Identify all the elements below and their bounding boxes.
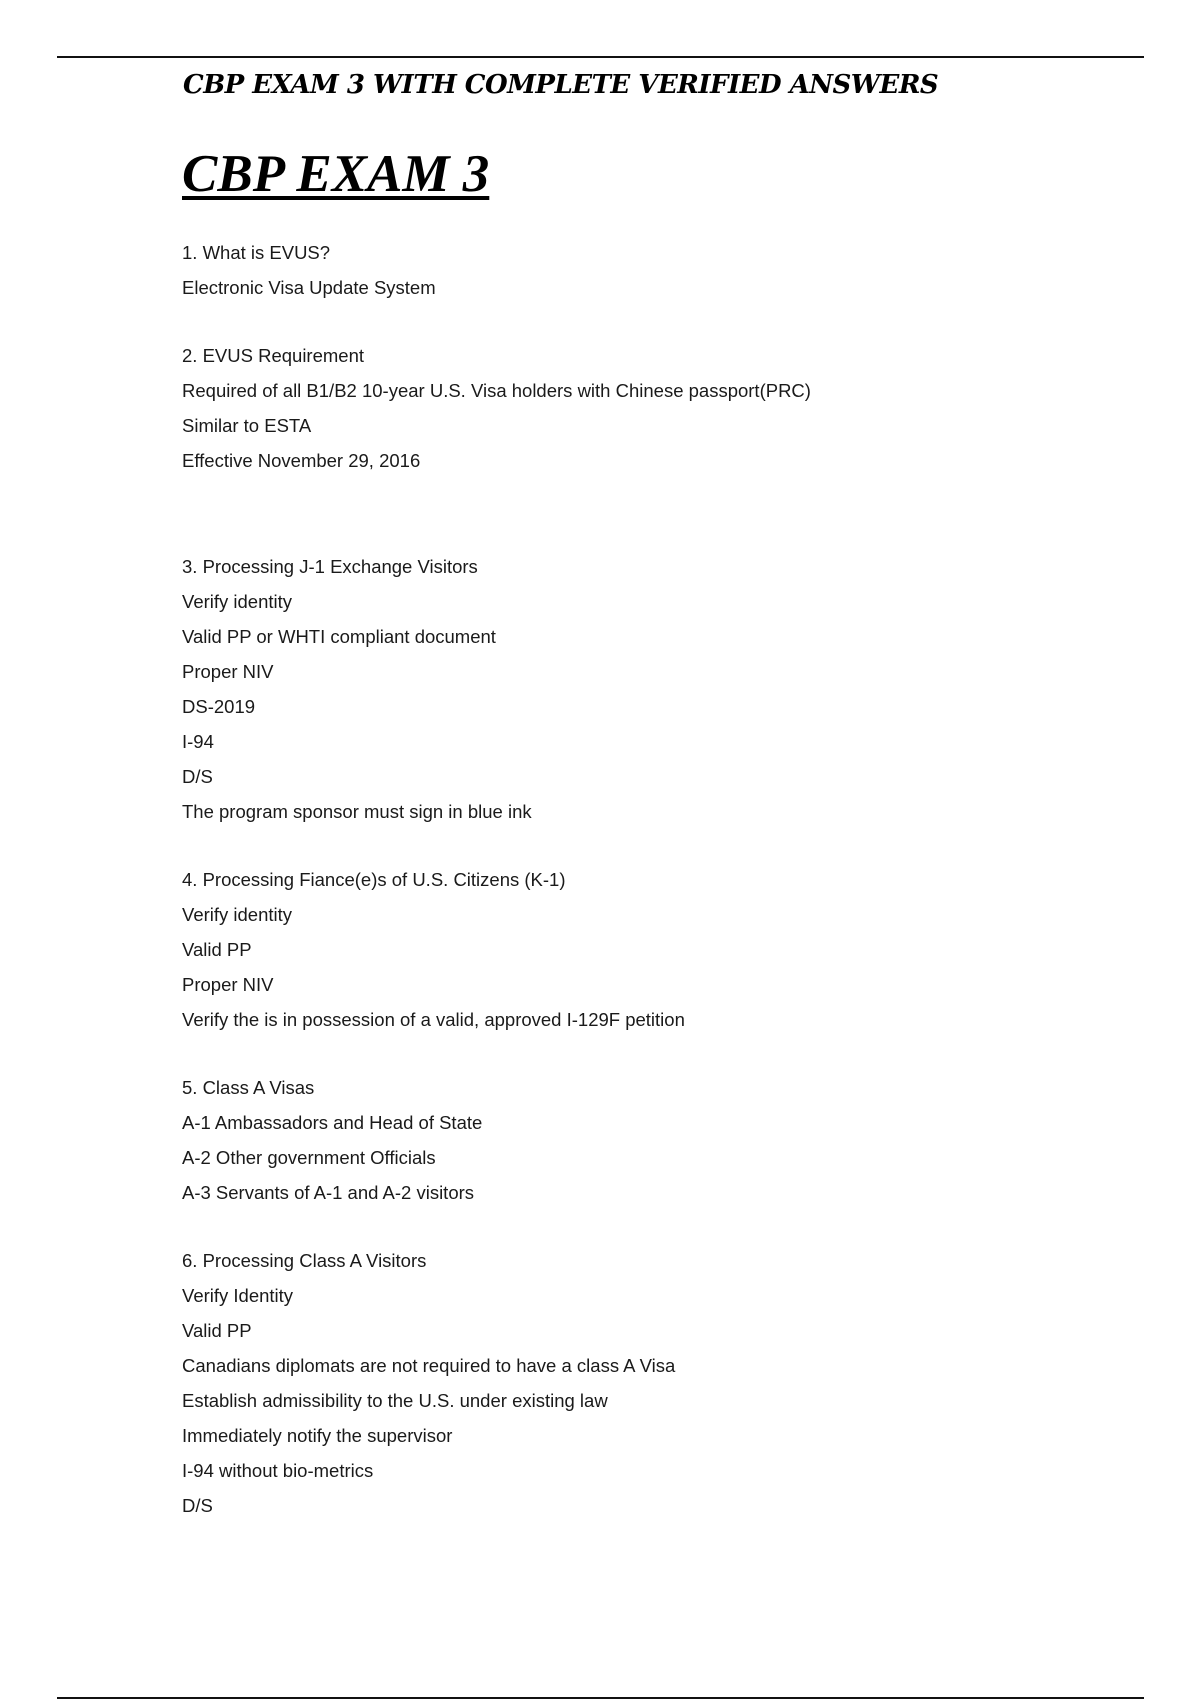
qa-item-1	[182, 235, 1142, 305]
answer-line: DS-2019	[182, 696, 256, 717]
answer-line: Verify Identity	[182, 1285, 294, 1306]
answer-line: Verify identity	[182, 591, 293, 612]
question-text: 3. Processing J-1 Exchange Visitors	[182, 556, 478, 577]
answer-line: Similar to ESTA	[182, 415, 312, 436]
question-text: 6. Processing Class A Visitors	[182, 1250, 427, 1271]
answer-line: Proper NIV	[182, 661, 274, 682]
question-text: 4. Processing Fiance(e)s of U.S. Citizens (K-1)	[182, 869, 566, 890]
answer-line: A-2 Other government Officials	[182, 1147, 436, 1168]
qa-list	[182, 235, 1142, 1523]
qa-item-3	[182, 549, 1142, 829]
answer-line: Required of all B1/B2 10-year U.S. Visa holders with Chinese passport(PRC)	[182, 380, 811, 401]
answer-line: D/S	[182, 1495, 213, 1516]
spacer	[182, 829, 1142, 862]
answer-line: Verify identity	[182, 904, 293, 925]
question-text: 2. EVUS Requirement	[182, 345, 365, 366]
page-title: CBP EXAM 3	[182, 145, 490, 203]
answer-line: Canadians diplomats are not required to have a class A Visa	[182, 1355, 676, 1376]
answer-line: Verify the is in possession of a valid, approved I-129F petition	[182, 1009, 685, 1030]
answer-line: Proper NIV	[182, 974, 274, 995]
answer-line: Electronic Visa Update System	[182, 277, 436, 298]
spacer	[182, 478, 1142, 549]
spacer	[182, 1037, 1142, 1070]
answer-line: I-94 without bio-metrics	[182, 1460, 374, 1481]
answer-line: Valid PP	[182, 939, 252, 960]
header-divider	[57, 56, 1144, 58]
qa-item-2	[182, 338, 1142, 478]
answer-line: A-3 Servants of A-1 and A-2 visitors	[182, 1182, 475, 1203]
answer-line: D/S	[182, 766, 213, 787]
answer-line: Effective November 29, 2016	[182, 450, 421, 471]
answer-line: I-94	[182, 731, 214, 752]
footer-divider	[57, 1697, 1144, 1699]
qa-item-4	[182, 862, 1142, 1037]
document-header-title: CBP EXAM 3 WITH COMPLETE VERIFIED ANSWERS	[183, 70, 939, 100]
spacer	[182, 1210, 1142, 1243]
answer-line: A-1 Ambassadors and Head of State	[182, 1112, 483, 1133]
spacer	[182, 305, 1142, 338]
answer-line: Immediately notify the supervisor	[182, 1425, 453, 1446]
answer-line: Establish admissibility to the U.S. under existing law	[182, 1390, 608, 1411]
answer-line: Valid PP or WHTI compliant document	[182, 626, 496, 647]
question-text: 5. Class A Visas	[182, 1077, 315, 1098]
question-text: 1. What is EVUS?	[182, 242, 331, 263]
qa-item-5	[182, 1070, 1142, 1210]
answer-line: The program sponsor must sign in blue ink	[182, 801, 532, 822]
qa-item-6	[182, 1243, 1142, 1523]
answer-line: Valid PP	[182, 1320, 252, 1341]
